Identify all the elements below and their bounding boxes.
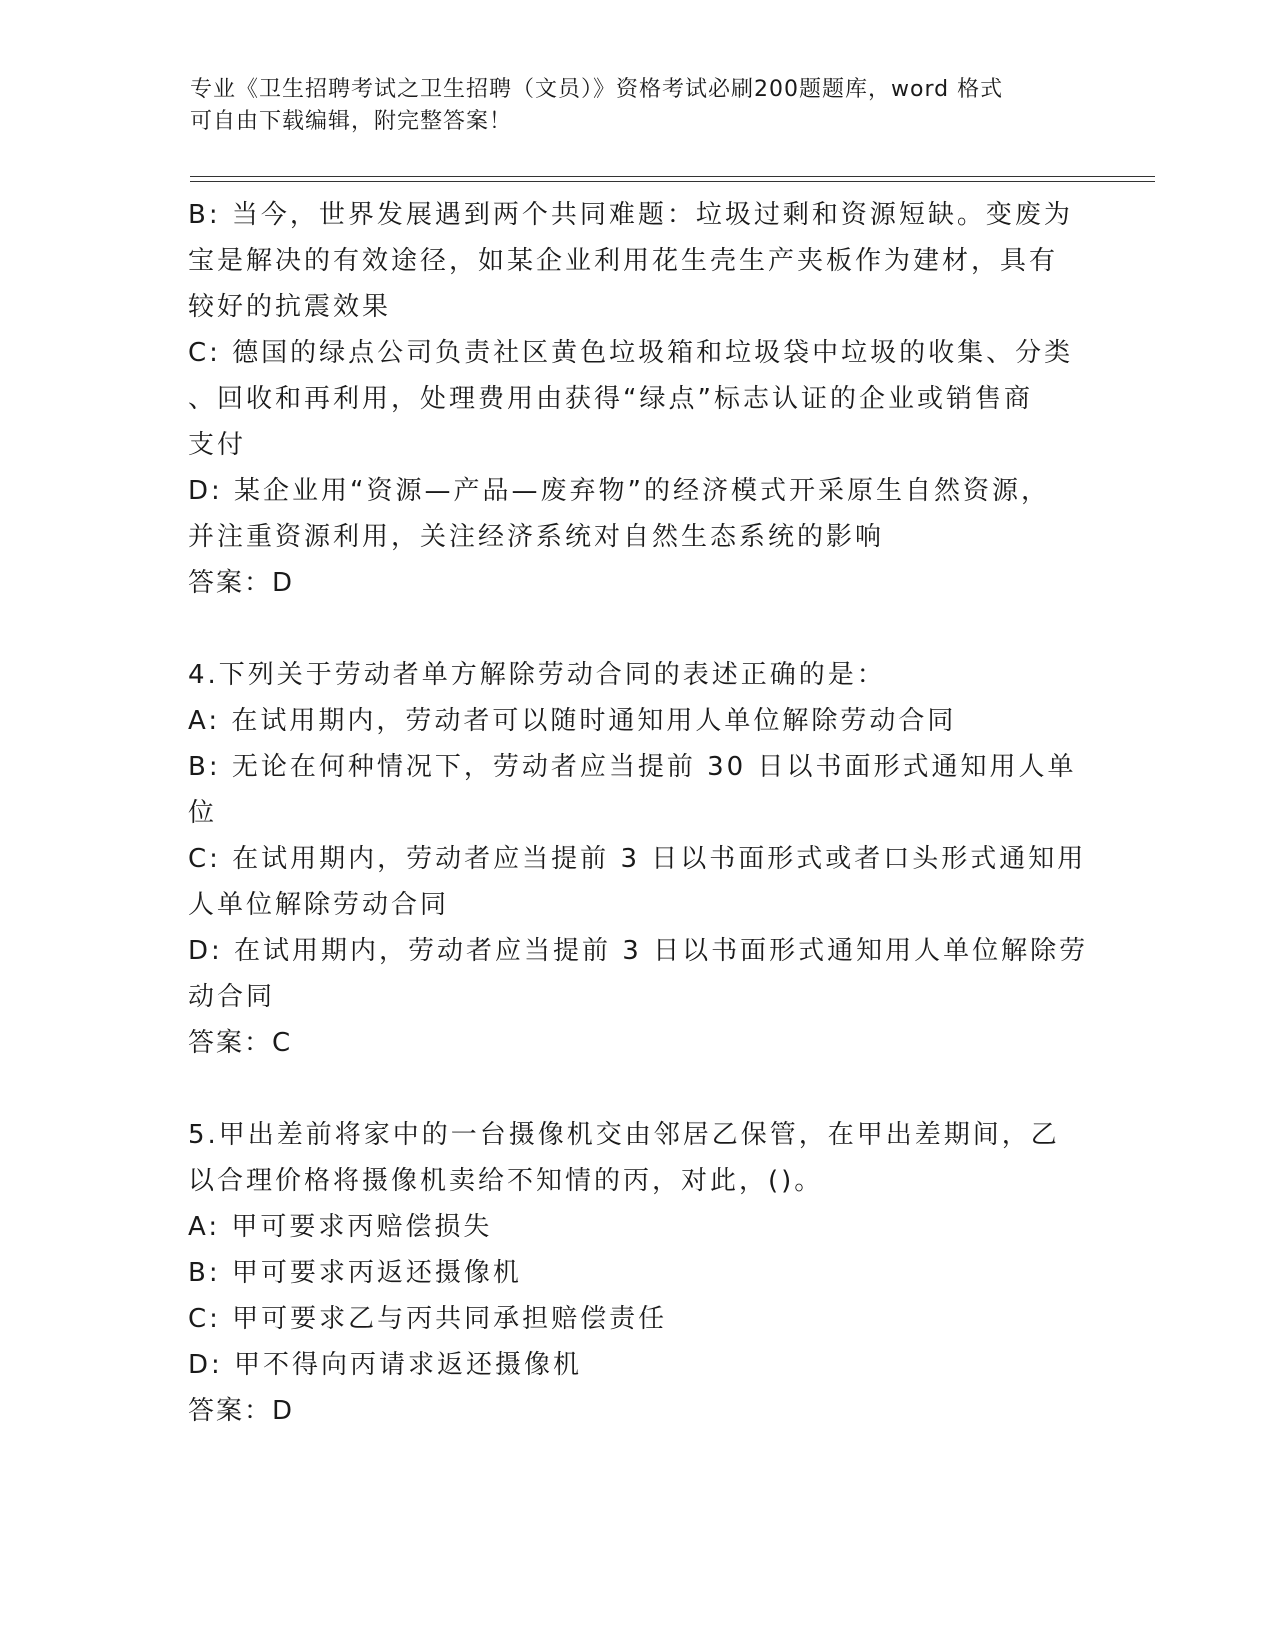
question-3-option-c [188, 330, 1088, 468]
question-spacer [188, 606, 1088, 652]
stem-line: 以合理价格将摄像机卖给不知情的丙，对此，()。 [188, 1166, 824, 1196]
question-5-option-d: D: 甲不得向丙请求返还摄像机 [188, 1350, 583, 1380]
document-header [190, 74, 1090, 138]
question-4-option-d [188, 928, 1088, 1020]
option-line: 位 [188, 798, 218, 828]
option-line: 并注重资源利用，关注经济系统对自然生态系统的影响 [188, 522, 885, 552]
option-line: C: 德国的绿点公司负责社区黄色垃圾箱和垃圾袋中垃圾的收集、分类 [188, 338, 1074, 368]
question-5-option-b: B: 甲可要求丙返还摄像机 [188, 1258, 522, 1288]
question-4-answer: 答案：C [188, 1028, 293, 1058]
option-line: D: 某企业用“资源—产品—废弃物”的经济模式开采原生自然资源， [188, 476, 1050, 506]
header-rule-top [190, 176, 1155, 177]
stem-line: 5.甲出差前将家中的一台摄像机交由邻居乙保管，在甲出差期间，乙 [188, 1120, 1060, 1150]
question-spacer [188, 1066, 1088, 1112]
option-line: 支付 [188, 430, 247, 460]
option-line: B: 无论在何种情况下，劳动者应当提前 30 日以书面形式通知用人单 [188, 752, 1077, 782]
header-line-2: 可自由下载编辑，附完整答案！ [190, 109, 513, 134]
question-4-option-a [188, 698, 1088, 744]
question-3-option-d [188, 468, 1088, 560]
option-line: 、回收和再利用，处理费用由获得“绿点”标志认证的企业或销售商 [188, 384, 1033, 414]
question-4-option-c [188, 836, 1088, 928]
option-line: 较好的抗震效果 [188, 292, 392, 322]
header-rule-bottom [190, 181, 1155, 182]
option-line: C: 在试用期内，劳动者应当提前 3 日以书面形式或者口头形式通知用 [188, 844, 1087, 874]
question-content [188, 192, 1088, 1434]
header-line-1: 专业《卫生招聘考试之卫生招聘（文员）》资格考试必刷200题题库，word 格式 [190, 77, 1004, 102]
option-line: 动合同 [188, 982, 276, 1012]
question-3-answer: 答案：D [188, 568, 295, 598]
option-line: A: 在试用期内，劳动者可以随时通知用人单位解除劳动合同 [188, 706, 957, 736]
option-line: D: 在试用期内，劳动者应当提前 3 日以书面形式通知用人单位解除劳 [188, 936, 1089, 966]
question-5-answer: 答案：D [188, 1396, 295, 1426]
option-line: 宝是解决的有效途径，如某企业利用花生壳生产夹板作为建材，具有 [188, 246, 1059, 276]
option-line: B: 当今，世界发展遇到两个共同难题：垃圾过剩和资源短缺。变废为 [188, 200, 1073, 230]
option-line: 人单位解除劳动合同 [188, 890, 450, 920]
question-3-option-b [188, 192, 1088, 330]
question-4-option-b [188, 744, 1088, 836]
question-5-option-a: A: 甲可要求丙赔偿损失 [188, 1212, 493, 1242]
question-5-stem [188, 1112, 1088, 1204]
question-5-option-c: C: 甲可要求乙与丙共同承担赔偿责任 [188, 1304, 668, 1334]
question-4-stem: 4.下列关于劳动者单方解除劳动合同的表述正确的是： [188, 660, 886, 690]
